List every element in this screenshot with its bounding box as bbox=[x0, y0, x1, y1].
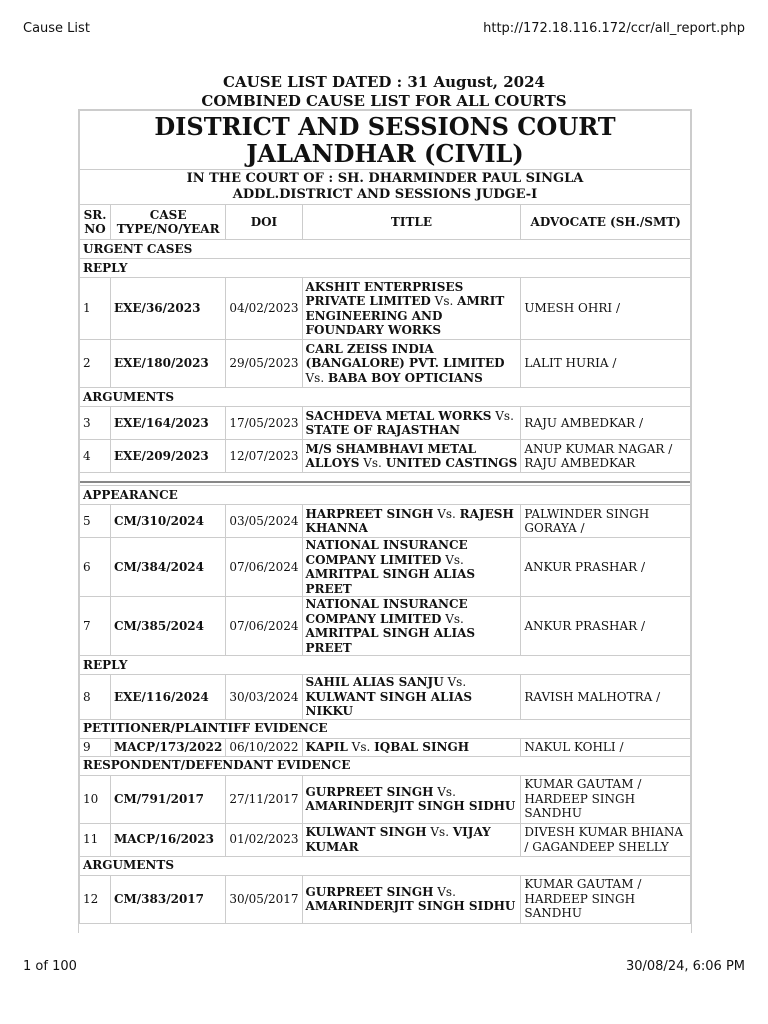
row-doi: 30/03/2024 bbox=[226, 675, 302, 720]
row-sr: 7 bbox=[80, 597, 111, 656]
row-petitioner: M/S SHAMBHAVI METAL ALLOYS bbox=[305, 441, 477, 470]
row-case: CM/310/2024 bbox=[110, 505, 225, 538]
row-title bbox=[302, 823, 521, 856]
row-petitioner: CARL ZEISS INDIA (BANGALORE) PVT. LIMITED bbox=[305, 341, 505, 371]
section-heading: REPLY bbox=[80, 656, 691, 675]
row-doi: 04/02/2023 bbox=[226, 278, 302, 340]
row-vs: Vs. bbox=[351, 739, 371, 754]
table-row bbox=[80, 738, 691, 756]
table-row bbox=[80, 278, 691, 340]
section-heading: APPEARANCE bbox=[80, 486, 691, 505]
row-advocate: ANKUR PRASHAR / bbox=[521, 538, 691, 597]
table-row bbox=[80, 505, 691, 538]
row-vs: Vs. bbox=[437, 884, 456, 899]
court-name-line2: JALANDHAR (CIVIL) bbox=[246, 139, 524, 168]
row-respondent: UNITED CASTINGS bbox=[385, 456, 518, 470]
row-advocate: ANUP KUMAR NAGAR / RAJU AMBEDKAR bbox=[521, 440, 691, 473]
row-respondent: AMRITPAL SINGH ALIAS PREET bbox=[305, 626, 476, 655]
row-case: CM/384/2024 bbox=[110, 538, 225, 597]
row-respondent: RAJESH KHANNA bbox=[305, 506, 514, 535]
court-name-line1: DISTRICT AND SESSIONS COURT bbox=[154, 112, 616, 141]
row-sr: 6 bbox=[80, 538, 111, 597]
row-doi: 01/02/2023 bbox=[226, 823, 302, 856]
col-case-line1: CASE bbox=[149, 207, 187, 222]
table-row bbox=[80, 538, 691, 597]
row-sr: 2 bbox=[80, 340, 111, 388]
row-doi: 12/07/2023 bbox=[226, 440, 302, 473]
row-sr: 10 bbox=[80, 775, 111, 823]
col-header-title: TITLE bbox=[302, 205, 521, 240]
row-sr: 5 bbox=[80, 505, 111, 538]
section-divider bbox=[80, 473, 691, 486]
row-case: EXE/180/2023 bbox=[110, 340, 225, 388]
row-sr: 8 bbox=[80, 675, 111, 720]
table-row bbox=[80, 675, 691, 720]
row-case: EXE/164/2023 bbox=[110, 407, 225, 440]
row-case: CM/383/2017 bbox=[110, 875, 225, 923]
row-advocate: RAJU AMBEDKAR / bbox=[521, 407, 691, 440]
row-sr: 12 bbox=[80, 875, 111, 923]
section-heading: ARGUMENTS bbox=[80, 388, 691, 407]
table-row bbox=[80, 407, 691, 440]
row-case: MACP/16/2023 bbox=[110, 823, 225, 856]
row-title bbox=[302, 340, 521, 388]
row-vs: Vs. bbox=[434, 294, 454, 308]
row-advocate: LALIT HURIA / bbox=[521, 340, 691, 388]
row-respondent: AMRIT ENGINEERING AND FOUNDARY WORKS bbox=[305, 294, 505, 337]
row-petitioner: GURPREET SINGH bbox=[305, 884, 434, 899]
row-title bbox=[302, 505, 521, 538]
row-petitioner: SACHDEVA METAL WORKS bbox=[305, 408, 492, 423]
section-heading: RESPONDENT/DEFENDANT EVIDENCE bbox=[80, 756, 691, 775]
row-vs: Vs. bbox=[437, 506, 456, 521]
row-title bbox=[302, 738, 521, 756]
row-sr: 9 bbox=[80, 738, 111, 756]
row-petitioner: GURPREET SINGH bbox=[305, 784, 434, 799]
row-title bbox=[302, 407, 521, 440]
table-row bbox=[80, 823, 691, 856]
row-sr: 4 bbox=[80, 440, 111, 473]
section-heading: URGENT CASES bbox=[80, 240, 691, 259]
row-vs: Vs. bbox=[447, 675, 467, 689]
row-doi: 03/05/2024 bbox=[226, 505, 302, 538]
row-respondent: IQBAL SINGH bbox=[374, 739, 470, 754]
row-petitioner: SAHIL ALIAS SANJU bbox=[305, 675, 444, 689]
row-petitioner: HARPREET SINGH bbox=[305, 506, 434, 521]
col-header-advocate: ADVOCATE (SH./SMT) bbox=[521, 205, 691, 240]
col-header-doi: DOI bbox=[226, 205, 302, 240]
col-sr-line2: NO bbox=[84, 222, 106, 236]
row-title bbox=[302, 440, 521, 473]
page-count: 1 of 100 bbox=[23, 959, 77, 974]
table-row bbox=[80, 597, 691, 656]
row-respondent: AMARINDERJIT SINGH SIDHU bbox=[305, 799, 516, 813]
row-respondent: VIJAY KUMAR bbox=[305, 825, 491, 854]
row-doi: 06/10/2022 bbox=[226, 738, 302, 756]
row-vs: Vs. bbox=[363, 456, 382, 470]
table-row bbox=[80, 340, 691, 388]
page-title: Cause List bbox=[23, 21, 90, 36]
row-title bbox=[302, 278, 521, 340]
row-advocate: NAKUL KOHLI / bbox=[521, 738, 691, 756]
cause-list-table-frame bbox=[78, 109, 692, 933]
row-advocate: RAVISH MALHOTRA / bbox=[521, 675, 691, 720]
row-case: CM/385/2024 bbox=[110, 597, 225, 656]
row-respondent: BABA BOY OPTICIANS bbox=[327, 370, 483, 385]
row-advocate: ANKUR PRASHAR / bbox=[521, 597, 691, 656]
row-vs: Vs. bbox=[305, 370, 325, 385]
row-respondent: AMARINDERJIT SINGH SIDHU bbox=[305, 899, 516, 913]
row-title bbox=[302, 775, 521, 823]
row-petitioner: NATIONAL INSURANCE COMPANY LIMITED bbox=[305, 538, 468, 567]
row-petitioner: KAPIL bbox=[305, 739, 348, 754]
row-vs: Vs. bbox=[495, 408, 514, 423]
row-vs: Vs. bbox=[445, 552, 464, 567]
row-advocate: UMESH OHRI / bbox=[521, 278, 691, 340]
row-vs: Vs. bbox=[445, 611, 464, 626]
row-sr: 1 bbox=[80, 278, 111, 340]
row-doi: 29/05/2023 bbox=[226, 340, 302, 388]
row-doi: 27/11/2017 bbox=[226, 775, 302, 823]
row-respondent: STATE OF RAJASTHAN bbox=[305, 423, 460, 437]
judge-name: IN THE COURT OF : SH. DHARMINDER PAUL SINGLA bbox=[186, 171, 584, 186]
row-advocate: KUMAR GAUTAM / HARDEEP SINGH SANDHU bbox=[521, 775, 691, 823]
row-doi: 07/06/2024 bbox=[226, 597, 302, 656]
page-url: http://172.18.116.172/ccr/all_report.php bbox=[483, 21, 745, 36]
cause-list-table bbox=[79, 110, 691, 924]
col-header-sr bbox=[80, 205, 111, 240]
table-row bbox=[80, 775, 691, 823]
col-sr-line1: SR. bbox=[83, 207, 107, 222]
row-case: CM/791/2017 bbox=[110, 775, 225, 823]
section-heading: ARGUMENTS bbox=[80, 856, 691, 875]
row-petitioner: AKSHIT ENTERPRISES PRIVATE LIMITED bbox=[305, 279, 464, 308]
row-case: MACP/173/2022 bbox=[110, 738, 225, 756]
table-row bbox=[80, 875, 691, 923]
row-sr: 11 bbox=[80, 823, 111, 856]
col-case-line2: TYPE/NO/YEAR bbox=[116, 222, 220, 236]
judge-designation: ADDL.DISTRICT AND SESSIONS JUDGE-I bbox=[232, 187, 538, 202]
row-sr: 3 bbox=[80, 407, 111, 440]
row-advocate: KUMAR GAUTAM / HARDEEP SINGH SANDHU bbox=[521, 875, 691, 923]
row-case: EXE/209/2023 bbox=[110, 440, 225, 473]
section-heading: PETITIONER/PLAINTIFF EVIDENCE bbox=[80, 719, 691, 738]
row-doi: 30/05/2017 bbox=[226, 875, 302, 923]
row-case: EXE/116/2024 bbox=[110, 675, 225, 720]
court-name bbox=[80, 111, 691, 170]
row-case: EXE/36/2023 bbox=[110, 278, 225, 340]
row-title bbox=[302, 675, 521, 720]
row-respondent: KULWANT SINGH ALIAS NIKKU bbox=[305, 689, 473, 718]
cause-list-subtitle: COMBINED CAUSE LIST FOR ALL COURTS bbox=[201, 92, 567, 110]
row-advocate: PALWINDER SINGH GORAYA / bbox=[521, 505, 691, 538]
judge-info bbox=[80, 170, 691, 205]
row-title bbox=[302, 597, 521, 656]
row-respondent: AMRITPAL SINGH ALIAS PREET bbox=[305, 567, 476, 596]
row-petitioner: NATIONAL INSURANCE COMPANY LIMITED bbox=[305, 597, 468, 626]
col-header-case bbox=[110, 205, 225, 240]
row-title bbox=[302, 538, 521, 597]
section-heading: REPLY bbox=[80, 259, 691, 278]
table-row bbox=[80, 440, 691, 473]
row-doi: 17/05/2023 bbox=[226, 407, 302, 440]
row-doi: 07/06/2024 bbox=[226, 538, 302, 597]
cause-list-date: CAUSE LIST DATED : 31 August, 2024 bbox=[223, 73, 545, 91]
row-petitioner: KULWANT SINGH bbox=[305, 825, 427, 839]
row-vs: Vs. bbox=[437, 784, 456, 799]
print-timestamp: 30/08/24, 6:06 PM bbox=[625, 959, 745, 974]
row-advocate: DIVESH KUMAR BHIANA / GAGANDEEP SHELLY bbox=[521, 823, 691, 856]
row-title bbox=[302, 875, 521, 923]
row-vs: Vs. bbox=[430, 825, 450, 839]
